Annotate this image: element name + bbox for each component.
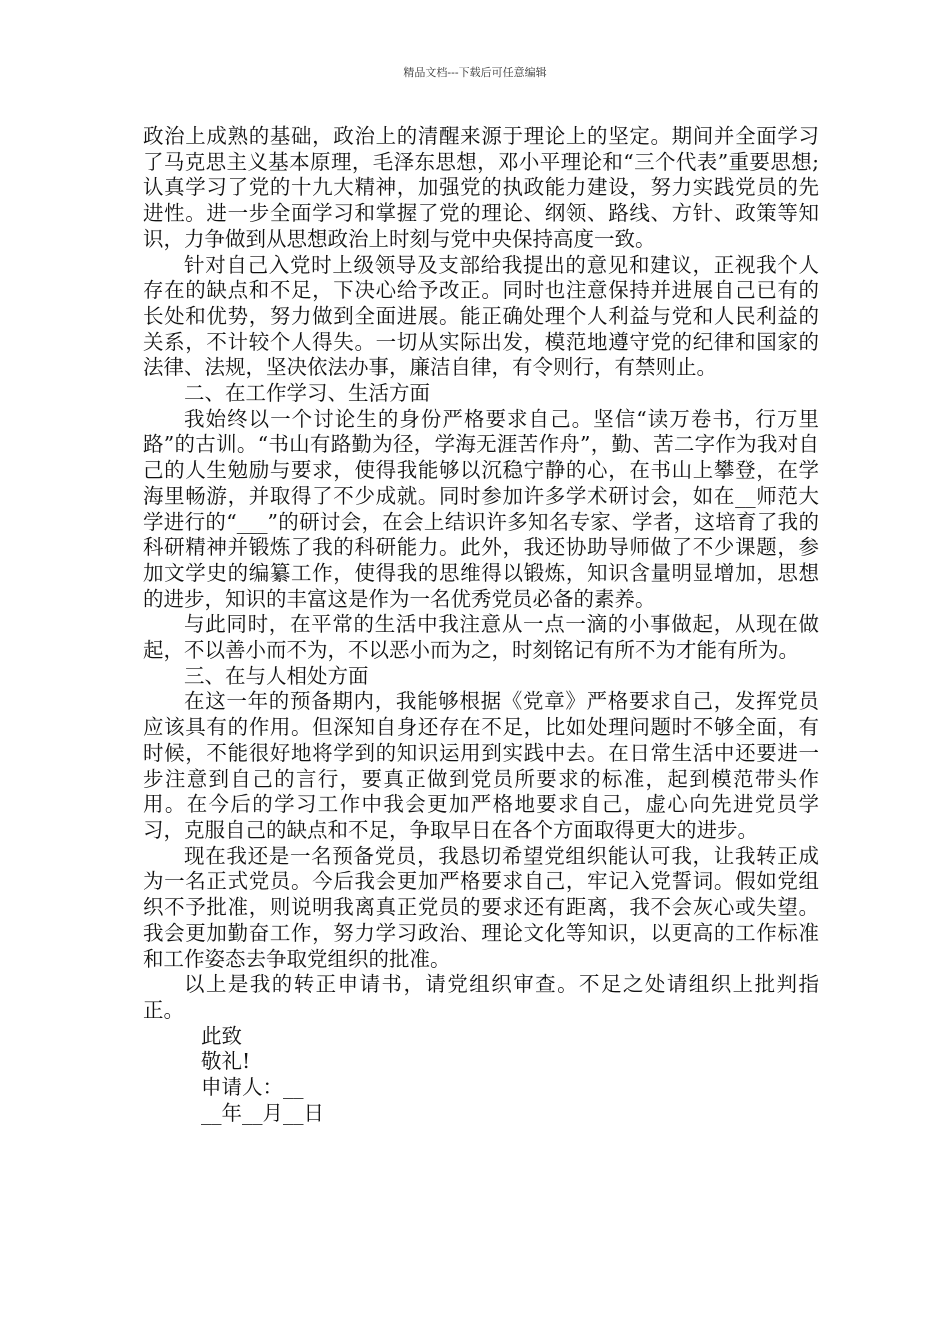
closing-salutation: 此致 [201, 1023, 242, 1048]
paragraph-request: 现在我还是一名预备党员，我恳切希望党组织能认可我，让我转正成为一名正式党员。今后我会更加严格要求自己，牢记入党誓词。假如党组织不予批准，则说明我离真正党员的要求还有距离，我不会灰心或失望。我会更加勤奋工作，努力学习政治、理论文化等知识，以更高的工作标准和工作姿态去争取党组织的批准。 [143, 843, 819, 971]
document-body [143, 124, 819, 1126]
paragraph-daily-life: 与此同时，在平常的生活中我注意从一点一滴的小事做起，从现在做起，不以善小而不为，不以恶小而为之，时刻铭记有所不为才能有所为。 [143, 612, 819, 663]
paragraph-probation: 在这一年的预备期内，我能够根据《党章》严格要求自己，发挥党员应该具有的作用。但深知自身还存在不足，比如处理问题时不够全面，有时候，不能很好地将学到的知识运用到实践中去。在日常生活中还要进一步注意到自己的言行，要真正做到党员所要求的标准，起到模范带头作用。在今后的学习工作中我会更加严格地要求自己，虚心向先进党员学习，克服自己的缺点和不足，争取早日在各个方面取得更大的进步。 [143, 689, 819, 842]
paragraph-political-theory: 政治上成熟的基础，政治上的清醒来源于理论上的坚定。期间并全面学习了马克思主义基本原理，毛泽东思想，邓小平理论和“三个代表”重要思想;认真学习了党的十九大精神，加强党的执政能力建设，努力实践党员的先进性。进一步全面学习和掌握了党的理论、纲领、路线、方针、政策等知识，力争做到从思想政治上时刻与党中央保持高度一致。 [143, 124, 819, 251]
paragraph-self-improvement: 针对自己入党时上级领导及支部给我提出的意见和建议，正视我个人存在的缺点和不足，下决心给予改正。同时也注意保持并进展自己已有的长处和优势，努力做到全面进展。能正确处理个人利益与党和人民利益的关系，不计较个人得失。一切从实际出发，模范地遵守党的纪律和国家的法律、法规，坚决依法办事，廉洁自律，有令则行，有禁则止。 [143, 252, 819, 380]
paragraph-conclusion: 以上是我的转正申请书，请党组织审查。不足之处请组织上批判指正。 [143, 972, 819, 1022]
applicant-line: 申请人：__ [201, 1075, 304, 1100]
closing-respect: 敬礼! [201, 1049, 251, 1074]
page-header: 精品文档---下载后可任意编辑 [403, 66, 547, 79]
date-line: __年__月__日 [201, 1100, 324, 1125]
section-heading-relations: 三、在与人相处方面 [184, 663, 369, 688]
section-heading-work-study: 二、在工作学习、生活方面 [184, 381, 430, 406]
paragraph-study: 我始终以一个讨论生的身份严格要求自己。坚信“读万卷书，行万里路”的古训。“书山有路勤为径，学海无涯苦作舟”，勤、苦二字作为我对自己的人生勉励与要求，使得我能够以沉稳宁静的心，在书山上攀登，在学海里畅游，并取得了不少成就。同时参加许多学术研讨会，如在__师范大学进行的“___”的研讨会，在会上结识许多知名专家、学者，这培育了我的科研精神并锻炼了我的科研能力。此外，我还协助导师做了不少课题，参加文学史的编纂工作，使得我的思维得以锻炼，知识含量明显增加，思想的进步，知识的丰富这是作为一名优秀党员必备的素养。 [143, 406, 819, 611]
